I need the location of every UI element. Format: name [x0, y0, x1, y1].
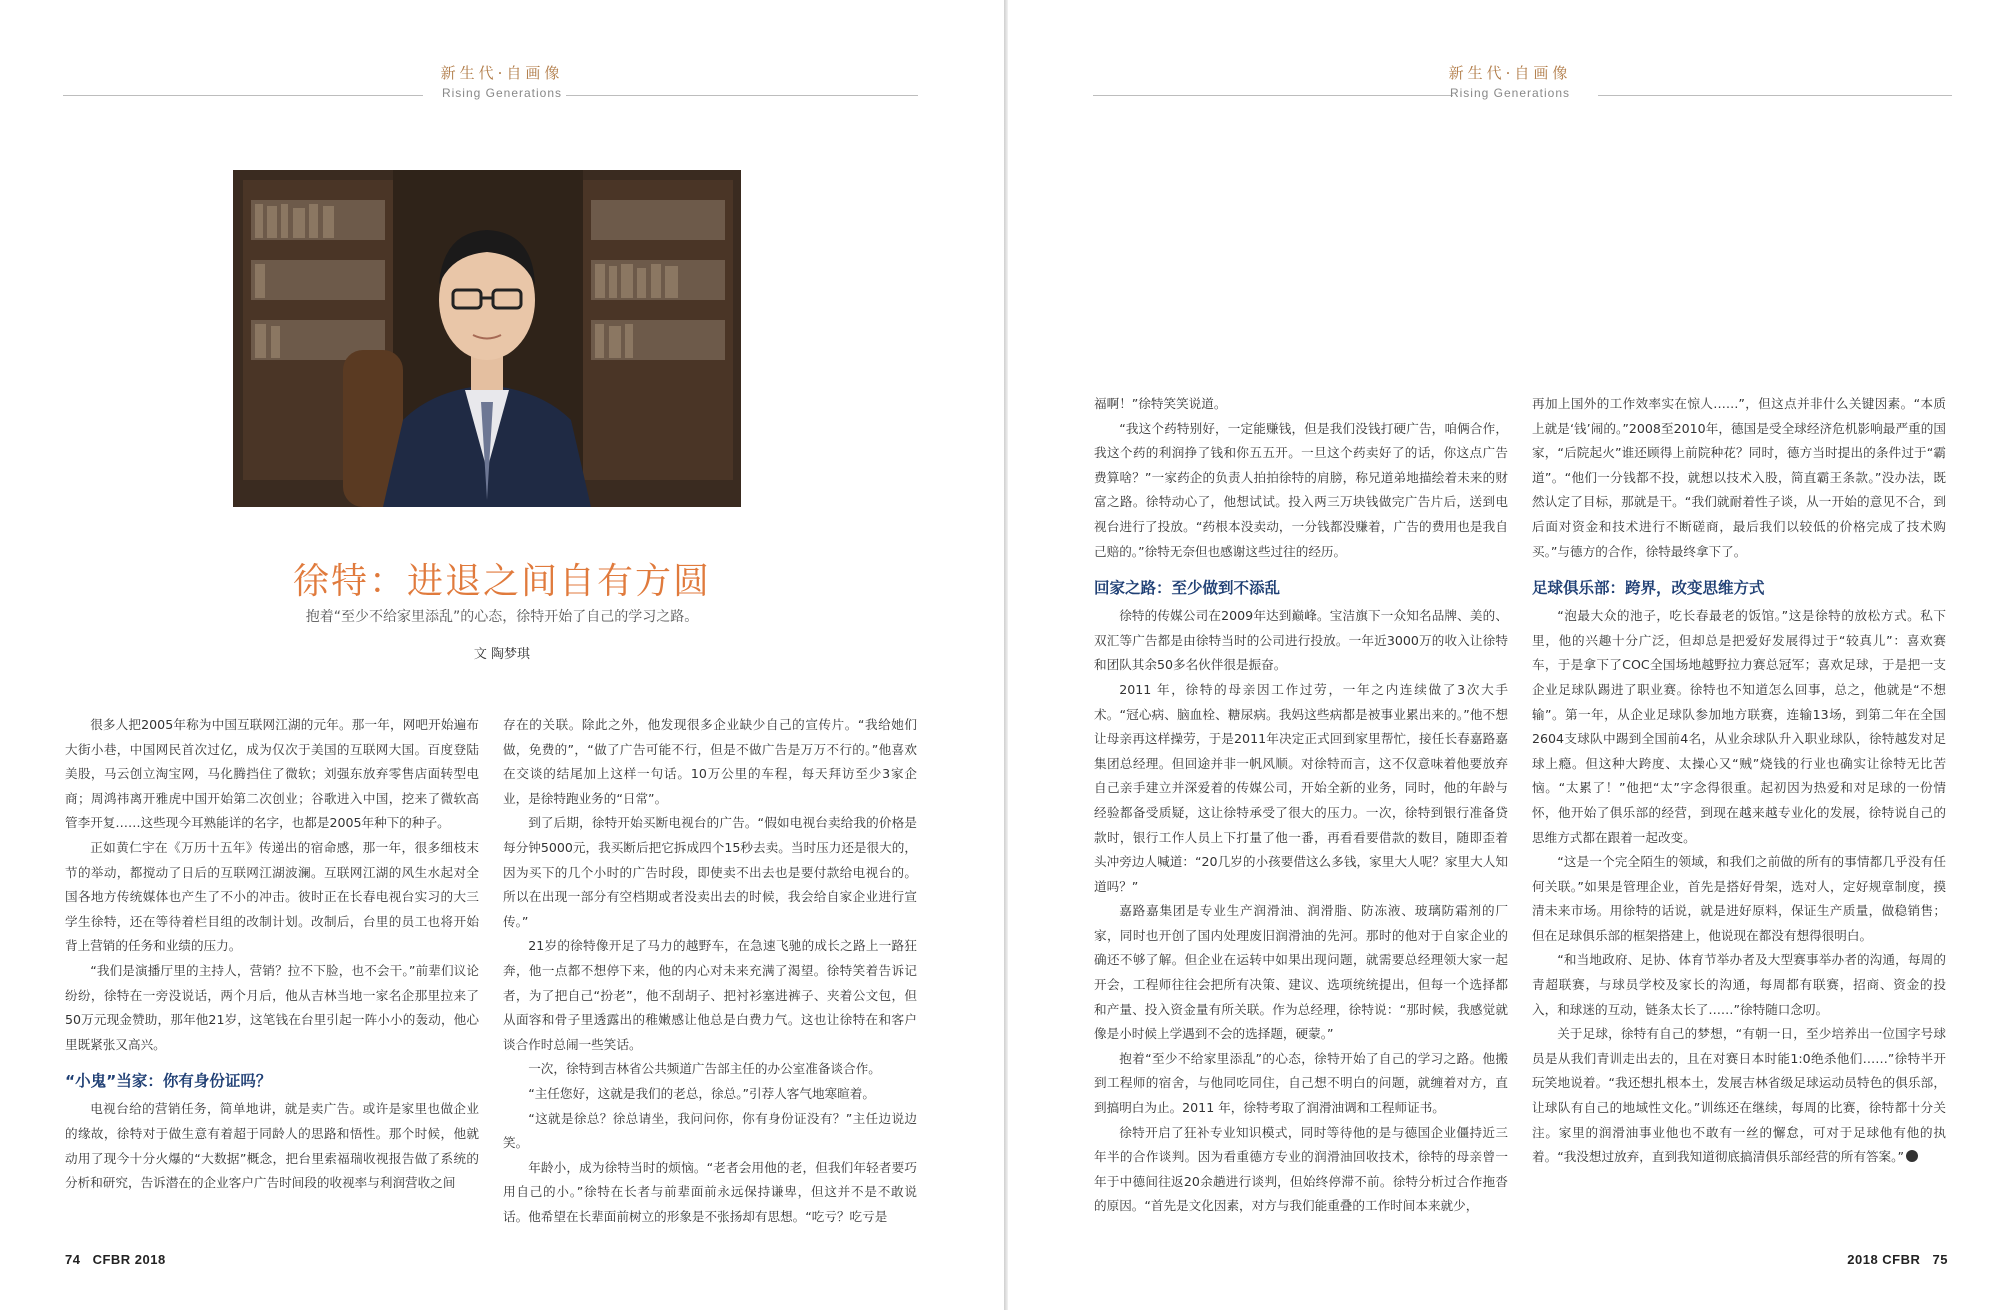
paragraph: 一次，徐特到吉林省公共频道广告部主任的办公室准备谈合作。: [528, 1061, 881, 1077]
end-mark-icon: [1906, 1150, 1918, 1162]
paragraph: 徐特的传媒公司在2009年达到巅峰。宝洁旗下一众知名品牌、美的、双汇等广告都是由徐特当时的公司进行投放。一年近3000万的收入让徐特和团队其余50多名伙伴很是振奋。: [1094, 608, 1508, 673]
paragraph: 再加上国外的工作效率实在惊人……”，但这点并非什么关键因素。“本质上就是‘钱’闹的。”2008至2010年，德国是受全球经济危机影响最严重的国家，“后院起火”谁还顾得上前院种花？同时，德方当时提出的条件过于“霸道”。“他们一分钱都不投，就想以技术入股，简直霸王条款。”没办法，既然认定了目标，那就是干。“我们就耐着性子谈，从一开始的意见不合，到后面对资金和技术进行不断磋商，最后我们以较低的价格完成了技术购买。”与德方的合作，徐特最终拿下了。: [1532, 396, 1946, 559]
section-heading: 足球俱乐部：跨界，改变思维方式: [1532, 579, 1765, 598]
paragraph: “我这个药特别好，一定能赚钱，但是我们没钱打硬广告，咱俩合作，我这个药的利润挣了钱和你五五开。一旦这个药卖好了的话，你这点广告费算啥？”一家药企的负责人拍拍徐特的肩膀，称兄道弟地描绘着未来的财富之路。徐特动心了，他想试试。投入两三万块钱做完广告片后，送到电视台进行了投放。“药根本没卖动，一分钱都没赚着，广告的费用也是我自己赔的。”徐特无奈但也感谢这些过往的经历。: [1094, 420, 1508, 559]
paragraph: 2011 年，徐特的母亲因工作过劳，一年之内连续做了3次大手术。“冠心病、脑血栓、糖尿病。我妈这些病都是被事业累出来的。”他不想让母亲再这样操劳，于是2011年决定正式回到家里帮忙，接任长春嘉路嘉集团总经理。但回途并非一帆风顺。对徐特而言，这不仅意味着他要放弃自己亲手建立并深爱着的传媒公司，开始全新的业务，同时，他的年龄与经验都备受质疑，这让徐特承受了很大的压力。一次，徐特到银行准备贷款时，银行工作人员上下打量了他一番，再看看要借款的数目，随即歪着头冲旁边人喊道：“20几岁的小孩要借这么多钱，家里大人呢？家里大人知道吗？”: [1094, 681, 1508, 894]
portrait-photo: [233, 170, 741, 507]
paragraph: “主任您好，这就是我们的老总，徐总。”引荐人客气地寒暄着。: [528, 1085, 875, 1101]
paragraph: 21岁的徐特像开足了马力的越野车，在急速飞驰的成长之路上一路狂奔，他一点都不想停下来，他的内心对未来充满了渴望。徐特笑着告诉记者，为了把自己“扮老”，他不刮胡子、把衬衫塞进裤子、夹着公文包，但从面容和骨子里透露出的稚嫩感让他总是白费力气。这也让徐特在和客户谈合作时总闹一些笑话。: [503, 938, 917, 1052]
paragraph: 抱着“至少不给家里添乱”的心态，徐特开始了自己的学习之路。他搬到工程师的宿舍，与他同吃同住，自己想不明白的问题，就缠着对方，直到搞明白为止。2011 年，徐特考取了润滑油调和工程师证书。: [1094, 1050, 1508, 1116]
right-page: [1008, 0, 2012, 1310]
footer-right: [1847, 1252, 1948, 1267]
page-number: 75: [1932, 1252, 1948, 1267]
left-page: [0, 0, 1004, 1310]
left-column-1: [65, 713, 479, 1196]
footer-left: [65, 1252, 166, 1267]
section-header: [1008, 62, 2012, 100]
right-column-1: [1094, 392, 1508, 1219]
right-column-2: [1532, 392, 1946, 1170]
paragraph: “这是一个完全陌生的领域，和我们之前做的所有的事情都几乎没有任何关联。”如果是管理企业，首先是搭好骨架，选对人，定好规章制度，摸清未来市场。用徐特的话说，就是进好原料，保证生产质量，做稳销售；但在足球俱乐部的框架搭建上，他说现在都没有想得很明白。: [1532, 854, 1946, 943]
paragraph: “泡最大众的池子，吃长春最老的饭馆。”这是徐特的放松方式。私下里，他的兴趣十分广泛，但却总是把爱好发展得过于“较真儿”：喜欢赛车，于是拿下了COC全国场地越野拉力赛总冠军；喜欢足球，于是把一支企业足球队踢进了职业赛。徐特也不知道怎么回事，总之，他就是“不想输”。第一年，从企业足球队参加地方联赛，连输13场，到第二年在全国2604支球队中踢到全国前4名，从业余球队升入职业球队，徐特越发对足球上瘾。但这种大跨度、太操心又“贼”烧钱的行业也确实让徐特无比苦恼。“太累了！”他把“太”字念得很重。起初因为热爱和对足球的一份情怀，他开始了俱乐部的经营，到现在越来越专业化的发展，徐特说自己的思维方式都在跟着一起改变。: [1532, 608, 1946, 845]
article-title: 徐特：进退之间自有方圆: [292, 561, 711, 602]
section-heading: 回家之路：至少做到不添乱: [1094, 579, 1281, 598]
section-header: [0, 62, 1004, 100]
section-title-en: Rising Generations: [441, 86, 563, 100]
left-column-2: [503, 713, 917, 1229]
paragraph-text: 关于足球，徐特有自己的梦想，“有朝一日，至少培养出一位国字号球员是从我们青训走出去的，且在对赛日本时能1:0绝杀他们……”徐特半开玩笑地说着。“我还想扎根本土，发展吉林省级足球运动员特色的俱乐部，让球队有自己的地域性文化。”训练还在继续，每周的比赛，徐特都十分关注。家里的润滑油事业他也不敢有一丝的懈怠，可对于足球他有他的执着。“我没想过放弃，直到我知道彻底搞清俱乐部经营的所有答案。”: [1532, 1026, 1946, 1165]
portrait-illustration: [233, 170, 741, 507]
paragraph: 到了后期，徐特开始买断电视台的广告。“假如电视台卖给我的价格是每分钟5000元，我买断后把它拆成四个15秒去卖。当时压力还是很大的，因为买下的几个小时的广告时段，即使卖不出去也是要付款给电视台的。所以在出现一部分有空档期或者没卖出去的时候，我会给自家企业进行宣传。”: [503, 815, 917, 929]
paragraph: 福啊！”徐特笑笑说道。: [1094, 396, 1227, 411]
section-title-zh: 新生代·自画像: [1448, 64, 1572, 82]
section-heading: “小鬼”当家：你有身份证吗？: [65, 1072, 272, 1091]
section-title-en: Rising Generations: [1449, 86, 1571, 100]
paragraph: 徐特开启了狂补专业知识模式，同时等待他的是与德国企业僵持近三年半的合作谈判。因为看重德方专业的润滑油回收技术，徐特的母亲曾一年于中德间往返20余趟进行谈判，但始终停滞不前。徐特分析过合作拖沓的原因。“首先是文化因素，对方与我们能重叠的工作时间本来就少，: [1094, 1124, 1508, 1214]
paragraph: 嘉路嘉集团是专业生产润滑油、润滑脂、防冻液、玻璃防霜剂的厂家，同时也开创了国内处理废旧润滑油的先河。那时的他对于自家企业的确还不够了解。但企业在运转中如果出现问题，就需要总经理领大家一起开会，工程师往往会把所有决策、建议、选项统统提出，但每一个选择都和产量、投入资金量有所关联。作为总经理，徐特说：“那时候，我感觉就像是小时候上学遇到不会的选择题，硬蒙。”: [1094, 903, 1508, 1042]
paragraph: 电视台给的营销任务，简单地讲，就是卖广告。或许是家里也做企业的缘故，徐特对于做生意有着超于同龄人的思路和悟性。那个时候，他就动用了现今十分火爆的“大数据”概念，把台里索福瑞收视报告做了系统的分析和研究，告诉潜在的企业客户广告时间段的收视率与利润营收之间: [65, 1101, 479, 1191]
paragraph: 年龄小，成为徐特当时的烦恼。“老者会用他的老，但我们年轻者要巧用自己的小。”徐特在长者与前辈面前永远保持谦卑，但这并不是不敢说话。他希望在长辈面前树立的形象是不张扬却有思想。“吃亏？吃亏是: [503, 1159, 917, 1224]
paragraph: [1532, 1022, 1946, 1170]
magazine-label: CFBR 2018: [92, 1252, 166, 1267]
paragraph: “我们是演播厅里的主持人，营销？拉不下脸，也不会干。”前辈们议论纷纷，徐特在一旁没说话，两个月后，他从吉林当地一家名企那里拉来了50万元现金赞助，那年他21岁，这笔钱在台里引起一阵小小的轰动，他心里既紧张又高兴。: [65, 962, 479, 1052]
paragraph: 正如黄仁宇在《万历十五年》传递出的宿命感，那一年，很多细枝末节的举动，都搅动了日后的互联网江湖波澜。互联网江湖的风生水起对全国各地方传统媒体也产生了不小的冲击。彼时正在长春电视台实习的大三学生徐特，还在等待着栏目组的改制计划。改制后，台里的员工也将开始背上营销的任务和业绩的压力。: [65, 839, 479, 954]
page-number: 74: [65, 1252, 81, 1267]
paragraph: 很多人把2005年称为中国互联网江湖的元年。那一年，网吧开始遍布大街小巷，中国网民首次过亿，成为仅次于美国的互联网大国。百度登陆美股，马云创立淘宝网，马化腾挡住了微软；刘强东放弃零售店面转型电商；周鸿祎离开雅虎中国开始第二次创业；谷歌进入中国，挖来了微软高管李开复……这些现今耳熟能详的名字，也都是2005年种下的种子。: [65, 717, 479, 831]
magazine-label: 2018 CFBR: [1847, 1252, 1921, 1267]
paragraph: “这就是徐总？徐总请坐，我问问你，你有身份证没有？”主任边说边笑。: [503, 1110, 917, 1151]
paragraph: 存在的关联。除此之外，他发现很多企业缺少自己的宣传片。“我给她们做，免费的”，“做了广告可能不行，但是不做广告是万万不行的。”他喜欢在交谈的结尾加上这样一句话。10万公里的车程，每天拜访至少3家企业，是徐特跑业务的“日常”。: [503, 717, 917, 806]
paragraph: “和当地政府、足协、体育节举办者及大型赛事举办者的沟通，每周的青超联赛，与球员学校及家长的沟通，每周都有联赛，招商、资金的投入，和球迷的互动，链条太长了……”徐特随口念叨。: [1532, 952, 1946, 1017]
section-title-zh: 新生代·自画像: [440, 64, 564, 82]
article-byline: 文 陶梦琪: [473, 647, 531, 662]
article-subtitle: 抱着“至少不给家里添乱”的心态，徐特开始了自己的学习之路。: [305, 609, 699, 625]
